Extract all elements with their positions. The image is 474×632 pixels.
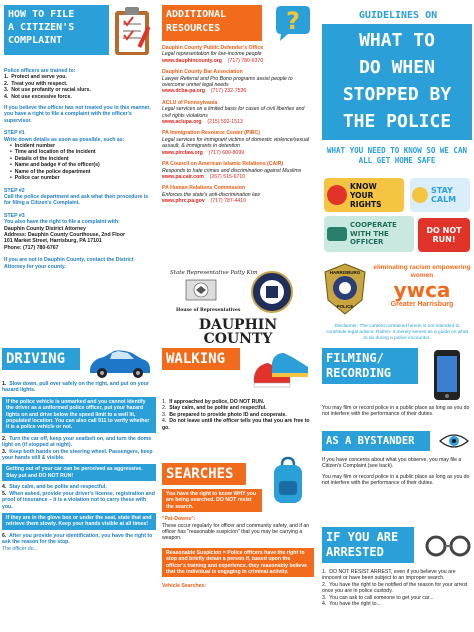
harrisburg-police-badge: HARRISBURG POLICE — [322, 262, 368, 321]
know-rights-badge: KNOW YOUR RIGHTS — [324, 178, 404, 212]
list-item: 4. Stay calm, and be polite and respectful. — [2, 484, 107, 491]
list-item: 1. Slow down, pull over safely on the right, and put on your hazard lights. — [2, 381, 149, 394]
filming-section — [318, 345, 474, 632]
list-item: 6. After you provide your identification, you have the right to ask the reason for the stop. — [2, 532, 153, 546]
resource-link[interactable]: www.phrc.pa.gov — [162, 198, 205, 205]
face-icon — [412, 187, 428, 203]
list-item: 3. Keep both hands on the steering wheel. Passengers, keep your hands still & visible. — [2, 448, 153, 462]
list-item: • Police car number — [10, 175, 60, 182]
list-item: 2. Turn the car off, keep your seatbelt on, and turn the dome light on (if stopped at night). — [2, 435, 152, 449]
list-item: 1. Protect and serve you. — [4, 74, 67, 81]
patdowns-label: "Pat-Downs": — [162, 516, 196, 523]
aggressive-box: Getting out of your car can be perceived as aggressive. Stay put and DO NOT RUN! — [2, 464, 156, 481]
guidelines-label: GUIDELINES ON — [358, 10, 438, 21]
bystander-text-2: You may film or record police in a public place as long as you do not interfere with the performance of their duties. — [322, 473, 470, 487]
resource-link[interactable]: www.dcba-pa.org — [162, 88, 206, 95]
list-item: 3. Not use profanity or racial slurs. — [4, 87, 91, 94]
school-seal-icon — [248, 270, 296, 319]
step1-label: STEP #1 — [4, 130, 25, 137]
list-item: • Details of the incident — [10, 155, 69, 162]
cut-text: The officer do... — [2, 545, 38, 552]
list-item: 3. You can ask to call someone to get your car... — [322, 594, 434, 601]
da-address: Dauphin County District Attorney Address: Dauphin County Courthouse, 2nd Floor 101 Market Street, Harrisburg, PA 17101 Phone: (717) 780-6767 — [4, 225, 126, 251]
sneakers-icon — [250, 347, 314, 402]
list-item: 2. You have the right to be notified of the reason for your arrest once you are in police custody. — [322, 581, 468, 595]
step1-list — [4, 143, 154, 181]
arrested-title: IF YOU ARE ARRESTED — [322, 527, 414, 563]
filming-title: FILMING/ RECORDING — [322, 348, 418, 384]
ywca-logo: eliminating racism empowering women ywca Greater Harrisburg — [373, 264, 471, 308]
list-item: 5. When asked, provide your driver's license, registration and proof of insurance – it is a violation not to carry these with you. — [2, 490, 155, 510]
list-item: 4. You have the right to... — [322, 601, 381, 608]
reasonable-suspicion-box: Reasonable Suspicion = Police officers have the right to stop and briefly detain a person if, based upon the officer's training and experience, they reasonably believe that the individual is engaging in criminal activity. — [162, 548, 314, 578]
filming-text: You may film or record police in a public place as long as you do not interfere with the performance of their duties. — [322, 405, 470, 418]
search-rights-box: You have the right to know WHY you are being searched. DO NOT resist the search. — [162, 489, 262, 512]
house-label: House of Representatives — [176, 308, 241, 313]
driving-title: DRIVING — [2, 348, 80, 370]
patdowns-text: These occur regularly for officer and community safety, and if an officer has "reasonable suspicion" that you may be carrying a weapon. — [162, 522, 310, 542]
list-item: 2. Treat you with respect. — [4, 80, 68, 87]
svg-text:?: ? — [286, 7, 300, 35]
resource-item: PA Council on American Islamic Relations (CAIR) Responds to hate crimes and discrimination against Muslims www.pa.cair.com (267) 515-6710 — [162, 161, 302, 180]
person-icon — [327, 185, 347, 205]
stay-calm-badge: STAY CALM — [410, 178, 470, 212]
list-item: 4. Not use excessive force. — [4, 93, 72, 100]
step3-label: STEP #3 — [4, 212, 25, 219]
complaint-section — [0, 0, 158, 345]
resources-section — [158, 0, 318, 345]
resource-link[interactable]: www.pa.cair.com — [162, 173, 204, 180]
resource-item: Dauphin County Bar Association Lawyer Referral and Pro Bono programs assist people to overcome unmet legal needs www.dcba-pa.org (717) 232-7536 — [162, 69, 293, 95]
step2-text: Call the police department and ask what their procedure is for filing a Citizen's Complaint. — [4, 193, 149, 207]
list-item: 1. If approached by police, DO NOT RUN. — [162, 399, 265, 405]
handshake-icon — [327, 227, 347, 241]
cooperate-badge: COOPERATE WITH THE OFFICER — [324, 216, 414, 252]
vehicle-searches-label: Vehicle Searches: — [162, 583, 207, 590]
resource-item: PA Immigration Resource Center (PIRC) Legal services for immigrant victims of domestic violence/sexual assault, & immigrants in detention www.pirclaw.org (717) 600-8099 — [162, 130, 310, 156]
cover-section — [318, 0, 474, 345]
walking-section — [158, 345, 318, 632]
trained-list — [4, 74, 154, 100]
trained-intro: Police officers are trained to: — [4, 68, 76, 74]
cover-subtitle: WHAT YOU NEED TO KNOW SO WE CAN ALL GET HOME SAFE — [327, 146, 467, 165]
resource-item: Dauphin County Public Defender's Office Legal representation for low-income people www.dauphincounty.org (717) 780-6370 — [162, 45, 264, 64]
unmarked-car-box: If the police vehicle is unmarked and you cannot identify the driver as a uniformed police officer, put your hazard lights on and drive below the speed limit to a well lit, populated location. You can also call 911 to verify whether it is a police vehicle or not. — [2, 397, 156, 433]
handcuffs-icon — [424, 531, 472, 566]
patty-kim-label: State Representative Patty Kim — [170, 270, 258, 276]
dauphin-county-logo: DAUPHIN COUNTY — [198, 317, 278, 347]
bystander-title: AS A BYSTANDER — [322, 431, 430, 451]
cover-title: WHAT TO DO WHEN STOPPED BY THE POLICE — [322, 24, 472, 140]
clipboard-icon — [112, 4, 154, 63]
not-dauphin-text: If you are not in Dauphin County, contact the District Attorney for your county. — [4, 257, 134, 270]
phone-icon — [430, 348, 464, 407]
glove-box-note: If they are in the glove box or under the seat, state that and retrieve them slowly. Keep your hands visible at all times! — [2, 513, 156, 530]
resource-item: PA Human Relations Commission Enforces the state's anti-discrimination law www.phrc.pa.gov (717) 787-4410 — [162, 185, 260, 205]
list-item: 3. Be prepared to provide photo ID and cooperate. — [162, 411, 287, 418]
question-mark-icon — [270, 3, 312, 48]
eye-icon — [438, 429, 470, 458]
step2-label: STEP #2 — [4, 187, 25, 194]
list-item: 2. Stay calm, and be polite and respectful. — [162, 405, 267, 412]
list-item: 1. DO NOT RESIST ARREST, even if you believe you are innocent or have been subject to an improper search. — [322, 569, 456, 582]
walking-title: WALKING — [162, 348, 240, 370]
resource-link[interactable]: www.pirclaw.org — [162, 149, 203, 156]
searches-title: SEARCHES — [162, 463, 246, 485]
list-item: • Time and location of the incident — [10, 149, 96, 156]
step1-text: Write down details as soon as possible, such as: — [4, 136, 125, 143]
car-icon — [86, 347, 154, 384]
list-item: 4. Do not leave until the officer tells you that you are free to go. — [162, 418, 310, 431]
disclaimer: Disclaimer: The content contained herein is not intended to constitute legal advice. Rather, it merely serves as a guide on what to do during a police encounter. — [326, 324, 468, 341]
bystander-text-1: If you have concerns about what you observe, you may file a Citizen's Complaint (see back). — [322, 457, 462, 470]
list-item: • Name of the police department — [10, 168, 91, 175]
complaint-title: HOW TO FILE A CITIZEN'S COMPLAINT — [4, 5, 109, 55]
resource-item: ACLU of Pennsylvania Legal services on a limited basis for cases of civil liberties and civil rights violations www.aclupa.org (215) 592-1513 — [162, 99, 305, 126]
list-item: • Name and badge # of the officer(s) — [10, 162, 100, 169]
resources-list — [162, 45, 314, 210]
do-not-run-badge: DO NOT RUN! — [418, 218, 470, 252]
driving-section — [0, 345, 158, 632]
step3-text: You also have the right to file a complaint with: — [4, 219, 120, 226]
resources-title: ADDITIONAL RESOURCES — [162, 5, 262, 41]
list-item: • Incident number — [10, 143, 56, 150]
resource-link[interactable]: www.aclupa.org — [162, 119, 202, 126]
not-treated-text: If you believe the officer has not treated you in this manner, you have a right to file a complaint with the officer's supervisor. — [4, 105, 151, 124]
resource-link[interactable]: www.dauphincounty.org — [162, 57, 222, 64]
